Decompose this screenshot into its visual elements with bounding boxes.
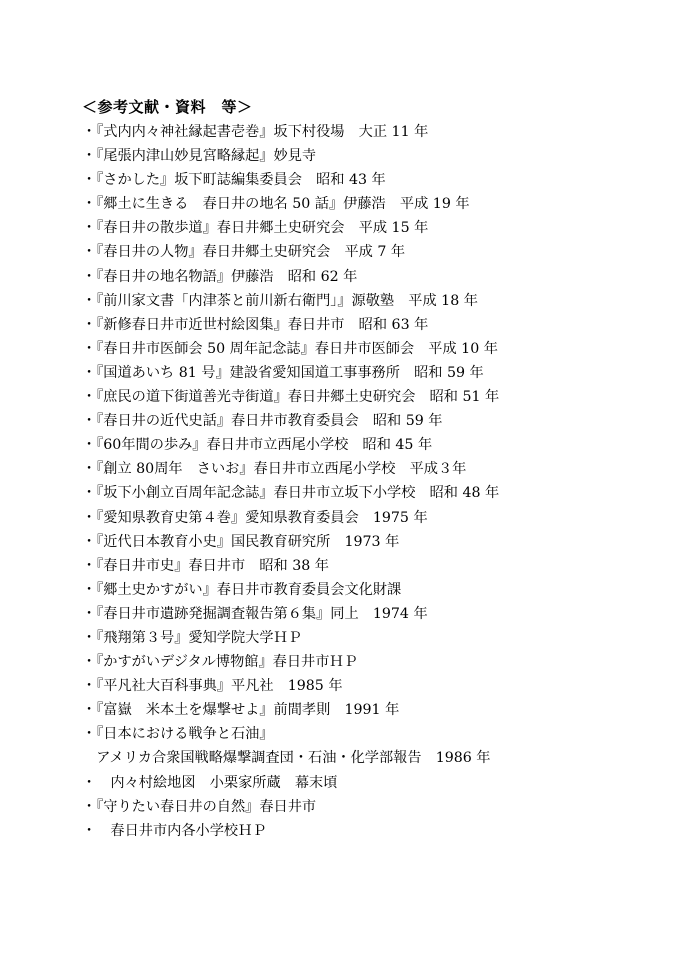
reference-item: ・『尾張内津山妙見宮略縁起』妙見寺 — [82, 148, 317, 165]
reference-item: ・『平凡社大百科事典』平凡社 1985 年 — [82, 678, 343, 695]
reference-item: ・『庶民の道下街道善光寺街道』春日井郷土史研究会 昭和 51 年 — [82, 389, 500, 406]
reference-list — [82, 120, 672, 843]
reference-item: ・『かすがいデジタル博物館』春日井市ＨＰ — [82, 654, 358, 671]
reference-item: ・『郷土に生きる 春日井の地名 50 話』伊藤浩 平成 19 年 — [82, 196, 470, 213]
reference-item: ・『愛知県教育史第４巻』愛知県教育委員会 1975 年 — [82, 509, 428, 526]
reference-item: ・ 春日井市内各小学校ＨＰ — [82, 822, 267, 839]
reference-item: ・『60年間の歩み』春日井市立西尾小学校 昭和 45 年 — [82, 437, 433, 454]
reference-item: ・『前川家文書「内津茶と前川新右衛門」』源敬塾 平成 18 年 — [82, 292, 478, 309]
reference-item: ・『郷土史かすがい』春日井市教育委員会文化財課 — [82, 581, 402, 598]
reference-item: ・『近代日本教育小史』国民教育研究所 1973 年 — [82, 533, 400, 550]
reference-item: ・『坂下小創立百周年記念誌』春日井市立坂下小学校 昭和 48 年 — [82, 485, 500, 502]
reference-item: ・『春日井市史』春日井市 昭和 38 年 — [82, 557, 329, 574]
reference-item: ・『新修春日井市近世村絵図集』春日井市 昭和 63 年 — [82, 316, 429, 333]
reference-item: ・『富嶽 米本土を爆撃せよ』前間孝則 1991 年 — [82, 702, 400, 719]
reference-item: ・『春日井市医師会 50 周年記念誌』春日井市医師会 平成 10 年 — [82, 340, 498, 357]
reference-item: ・『春日井の近代史話』春日井市教育委員会 昭和 59 年 — [82, 413, 443, 430]
reference-item: ・ 内々村絵地図 小栗家所蔵 幕末頃 — [82, 774, 338, 791]
reference-item: ・『さかした』坂下町誌編集委員会 昭和 43 年 — [82, 172, 386, 189]
reference-item: ・『春日井市遺跡発掘調査報告第６集』同上 1974 年 — [82, 605, 428, 622]
reference-item: ・『守りたい春日井の自然』春日井市 — [82, 798, 317, 815]
reference-item: ・『式内内々神社縁起書壱巻』坂下村役場 大正 11 年 — [82, 124, 429, 140]
reference-item: ・『春日井の散歩道』春日井郷土史研究会 平成 15 年 — [82, 220, 429, 237]
reference-item-continuation: アメリカ合衆国戦略爆撃調査団・石油・化学部報告 1986 年 — [82, 750, 491, 767]
reference-item: ・『飛翔第３号』愛知学院大学ＨＰ — [82, 629, 302, 646]
reference-item: ・『国道あいち 81 号』建設省愛知国道工事事務所 昭和 59 年 — [82, 364, 484, 381]
reference-item: ・『春日井の地名物語』伊藤浩 昭和 62 年 — [82, 268, 358, 285]
reference-item: ・『創立 80周年 さいお』春日井市立西尾小学校 平成３年 — [82, 461, 467, 478]
reference-item: ・『日本における戦争と石油』 — [82, 726, 274, 743]
references-heading: ＜参考文献・資料 等＞ — [82, 98, 253, 116]
reference-item: ・『春日井の人物』春日井郷土史研究会 平成 7 年 — [82, 244, 406, 261]
